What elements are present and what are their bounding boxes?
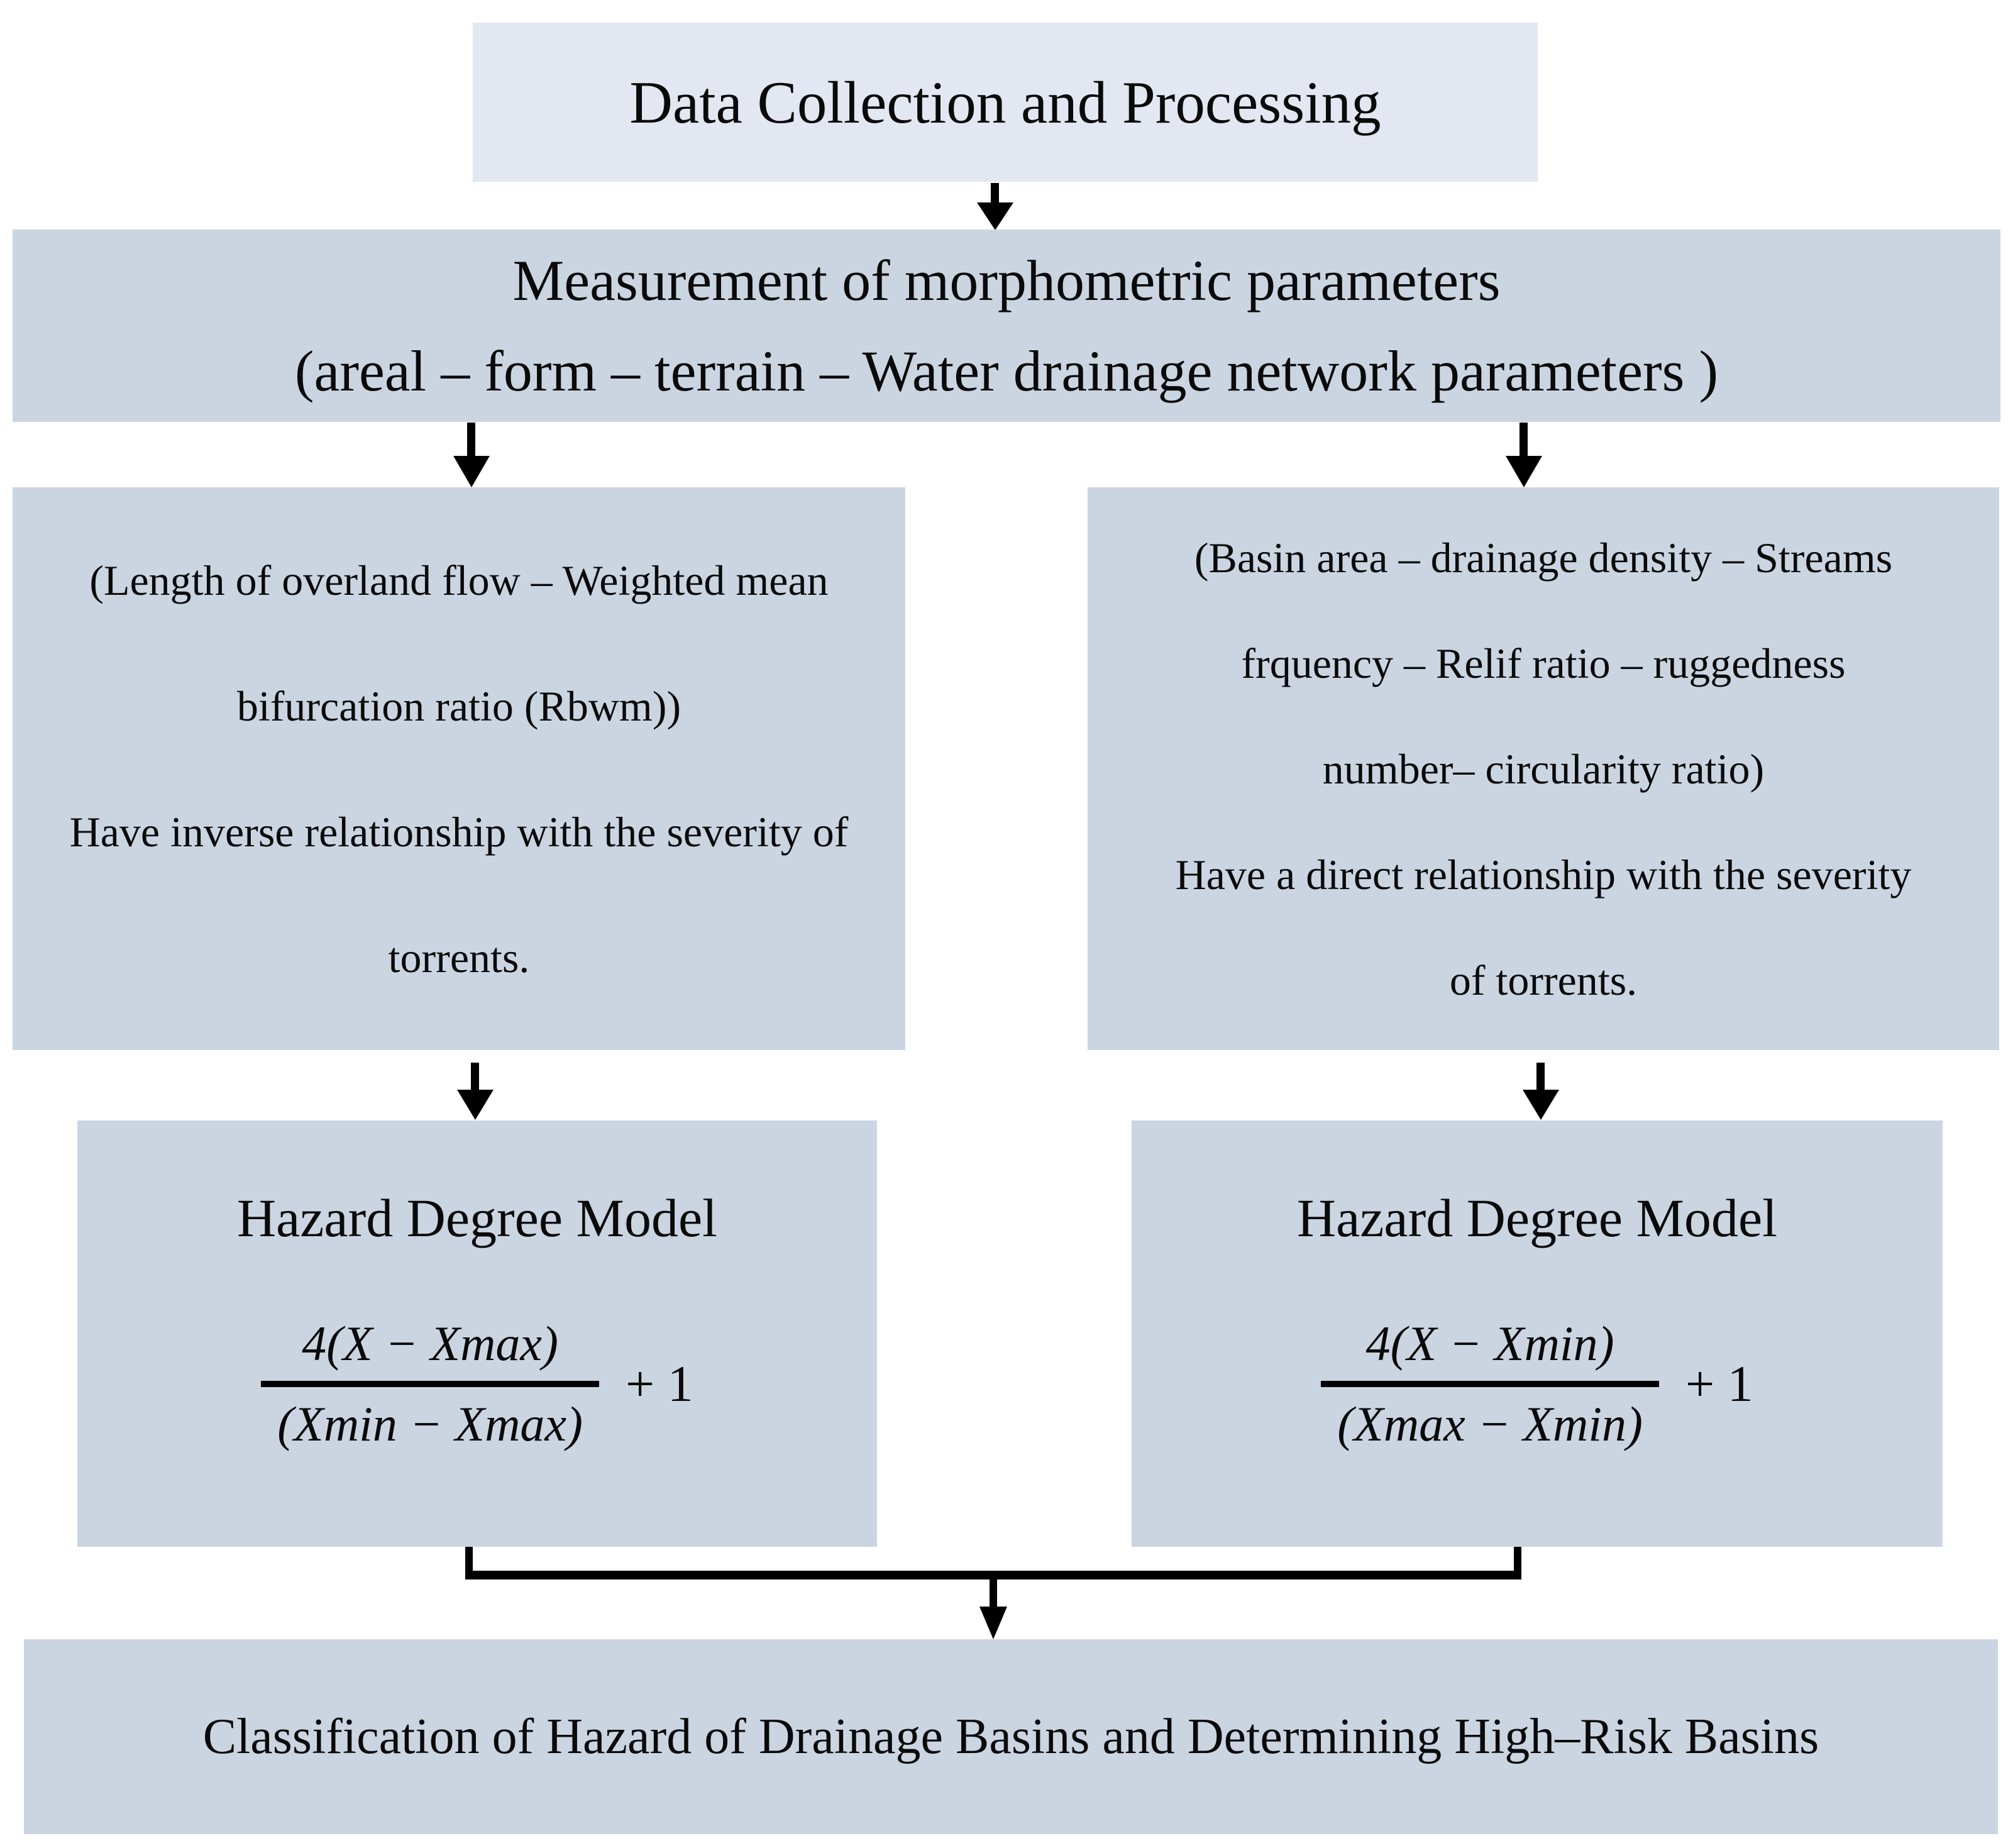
direct-line-5: of torrents. <box>1449 956 1638 1004</box>
inverse-line-3: Have inverse relationship with the severity of <box>69 807 849 856</box>
direct-line-1: (Basin area – drainage density – Streams <box>1194 533 1893 582</box>
fraction <box>1321 1315 1659 1452</box>
measurement-title: Measurement of morphometric parameters <box>512 248 1501 313</box>
fraction <box>261 1315 599 1452</box>
arrow-stem <box>467 423 475 459</box>
arrow-down-icon <box>977 202 1013 230</box>
data-collection-label: Data Collection and Processing <box>629 69 1381 136</box>
formula-suffix: + 1 <box>626 1354 693 1412</box>
formula-suffix: + 1 <box>1685 1354 1753 1412</box>
measurement-subtitle: (areal – form – terrain – Water drainage network parameters ) <box>294 339 1719 403</box>
arrow-down-icon <box>453 456 490 487</box>
formula-denominator: (Xmin − Xmax) <box>261 1381 599 1452</box>
hazard-model-right-title: Hazard Degree Model <box>1296 1188 1778 1248</box>
arrow-down-icon <box>1523 1090 1559 1120</box>
direct-line-4: Have a direct relationship with the severity <box>1175 850 1912 899</box>
hazard-model-left-box <box>77 1120 877 1547</box>
merge-horizontal-bar <box>465 1571 1521 1580</box>
hazard-model-right-box <box>1132 1120 1943 1547</box>
formula-numerator: 4(X − Xmax) <box>302 1316 559 1371</box>
data-collection-box <box>473 23 1538 182</box>
classification-box <box>24 1639 1998 1834</box>
arrow-stem <box>1536 1063 1545 1093</box>
classification-label: Classification of Hazard of Drainage Basins and Determining High–Risk Basins <box>202 1708 1819 1764</box>
direct-line-3: number– circularity ratio) <box>1322 744 1765 793</box>
arrow-stem <box>471 1063 479 1093</box>
direct-parameters-box <box>1088 487 1999 1050</box>
measurement-box <box>13 230 2000 422</box>
inverse-line-4: torrents. <box>388 933 530 982</box>
inverse-parameters-box <box>13 487 905 1050</box>
hazard-model-left-formula <box>261 1315 693 1452</box>
direct-line-2: frquency – Relif ratio – ruggedness <box>1241 639 1846 687</box>
arrow-stem <box>1519 423 1528 459</box>
formula-denominator: (Xmax − Xmin) <box>1321 1381 1659 1452</box>
inverse-line-2: bifurcation ratio (Rbwm)) <box>236 682 681 730</box>
arrow-down-icon <box>457 1090 494 1120</box>
hazard-model-left-title: Hazard Degree Model <box>236 1188 718 1248</box>
arrow-down-icon <box>1506 456 1542 487</box>
formula-numerator: 4(X − Xmin) <box>1365 1316 1614 1371</box>
merge-arrow-stem <box>990 1580 997 1610</box>
hazard-model-right-formula <box>1321 1315 1753 1452</box>
inverse-line-1: (Length of overland flow – Weighted mean <box>89 556 829 604</box>
arrow-down-icon <box>979 1607 1007 1639</box>
